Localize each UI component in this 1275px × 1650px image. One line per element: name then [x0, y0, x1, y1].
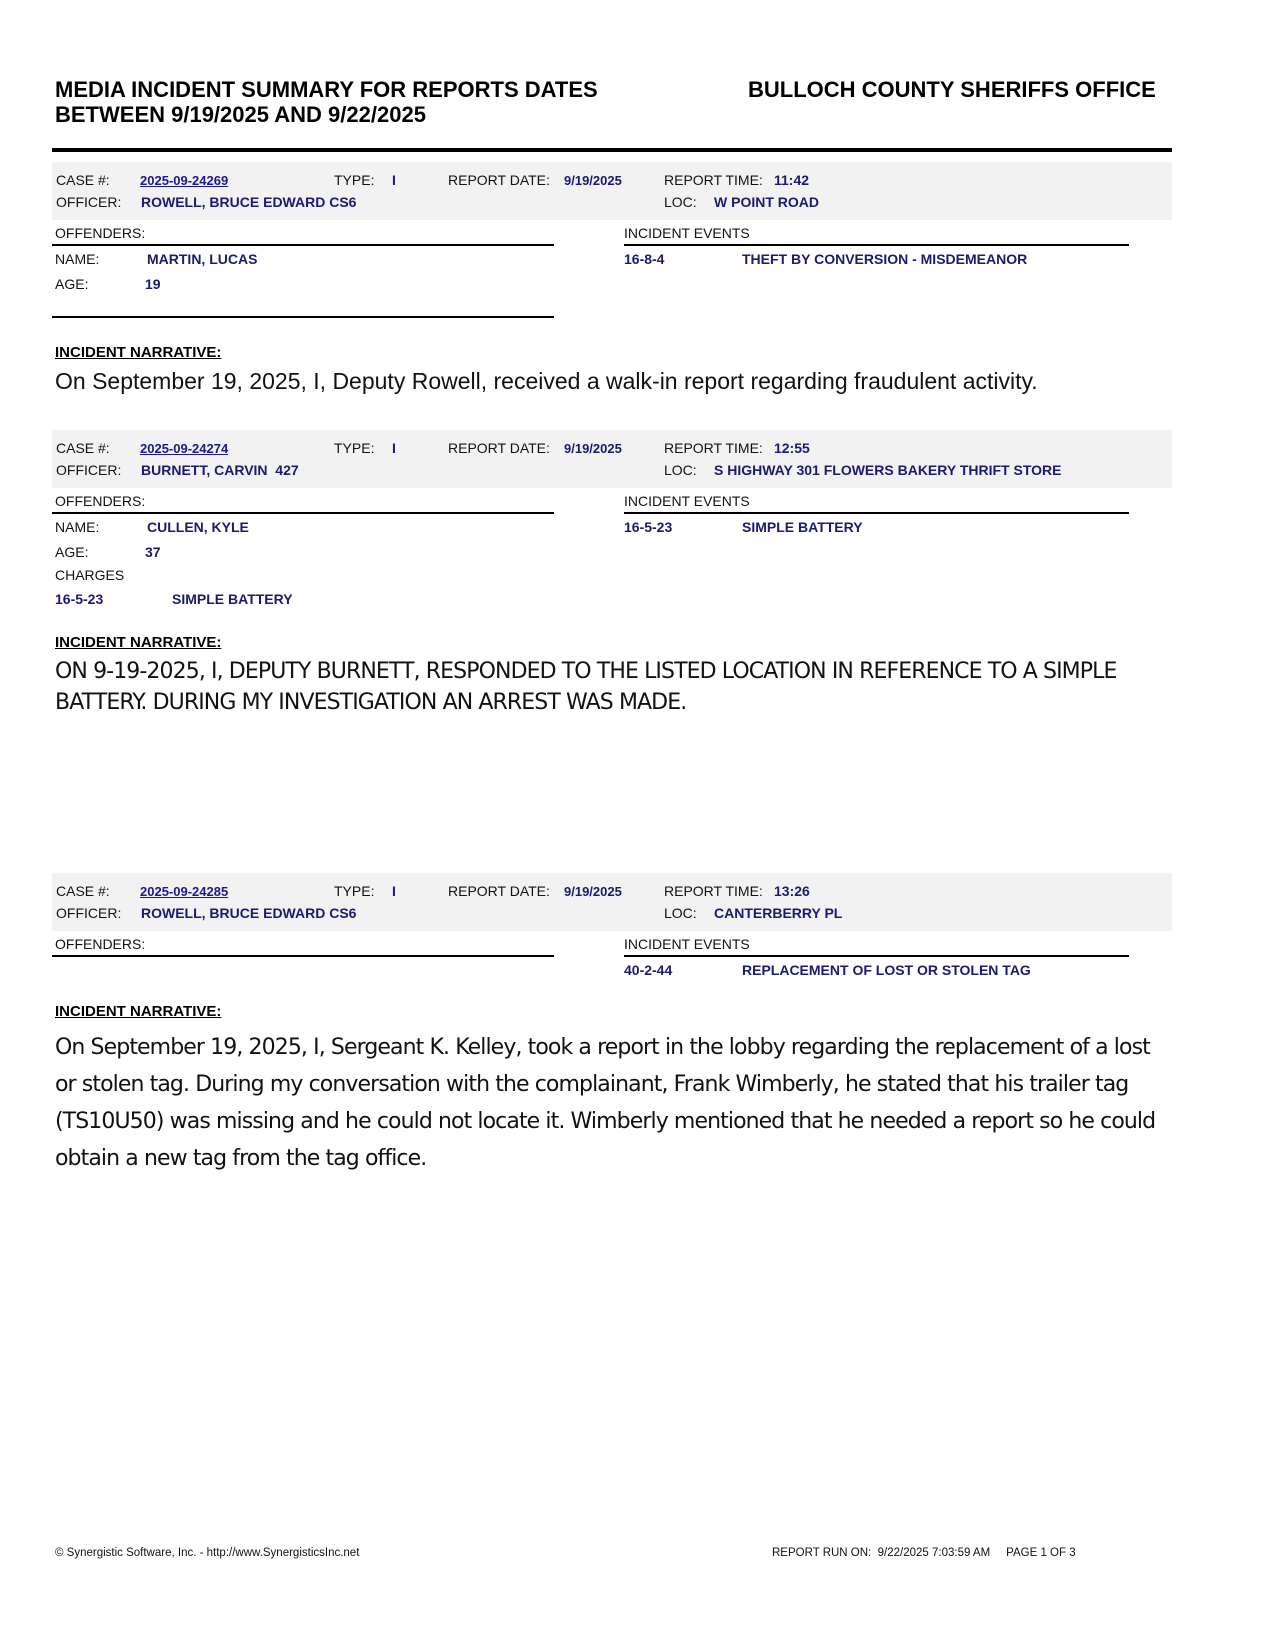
type-label: TYPE: — [334, 172, 375, 188]
offenders-label: OFFENDERS: — [55, 493, 146, 509]
type-value: I — [392, 440, 396, 456]
offenders-label: OFFENDERS: — [55, 936, 146, 952]
footer-run-info: REPORT RUN ON: 9/22/2025 7:03:59 AM PAGE 1 OF 3 — [772, 1547, 1076, 1559]
events-rule — [624, 955, 1129, 957]
report-date-label: REPORT DATE: — [448, 172, 550, 188]
officer-value: ROWELL, BRUCE EDWARD CS6 — [141, 905, 357, 921]
officer-label: OFFICER: — [56, 462, 122, 478]
report-time-value: 11:42 — [774, 172, 810, 188]
event-description: REPLACEMENT OF LOST OR STOLEN TAG — [742, 962, 1031, 978]
event-code: 16-5-23 — [624, 519, 673, 535]
report-title: MEDIA INCIDENT SUMMARY FOR REPORTS DATES BETWEEN 9/19/2025 AND 9/22/2025 — [55, 77, 598, 127]
offenders-rule — [52, 244, 554, 246]
type-value: I — [392, 883, 396, 899]
event-code: 40-2-44 — [624, 962, 673, 978]
loc-value: CANTERBERRY PL — [714, 905, 843, 921]
report-date-label: REPORT DATE: — [448, 440, 550, 456]
case-block — [52, 873, 1172, 978]
incident-events-label: INCIDENT EVENTS — [624, 493, 750, 509]
events-rule — [624, 244, 1129, 246]
event-code: 16-8-4 — [624, 251, 665, 267]
type-value: I — [392, 172, 396, 188]
narrative-text: On September 19, 2025, I, Sergeant K. Kelley, took a report in the lobby regarding the replacement of a lost or stolen tag. During my conversation with the complainant, Frank Wimberly, he stated that his trailer tag (TS10U50) was missing and he could not locate it. Wimberly mentioned that he needed a report so he could obtain a new tag from the tag office. — [55, 1035, 1156, 1171]
incident-events-label: INCIDENT EVENTS — [624, 936, 750, 952]
narrative-text: On September 19, 2025, I, Deputy Rowell, received a walk-in report regarding fraudulent activity. — [55, 368, 1038, 394]
narrative-label: INCIDENT NARRATIVE: — [55, 1003, 222, 1020]
charge-code: 16-5-23 — [55, 591, 104, 607]
name-label: NAME: — [55, 519, 100, 535]
name-label: NAME: — [55, 251, 100, 267]
offenders-label: OFFENDERS: — [55, 225, 146, 241]
age-label: AGE: — [55, 276, 89, 292]
incident-events-label: INCIDENT EVENTS — [624, 225, 750, 241]
case-header-band — [52, 430, 1172, 488]
loc-label: LOC: — [664, 462, 697, 478]
agency-name: BULLOCH COUNTY SHERIFFS OFFICE — [748, 77, 1156, 102]
officer-value: ROWELL, BRUCE EDWARD CS6 — [141, 194, 357, 210]
narrative-label: INCIDENT NARRATIVE: — [55, 344, 222, 361]
offender-age: 19 — [145, 276, 161, 292]
loc-label: LOC: — [664, 194, 697, 210]
offenders-bottom-rule — [52, 316, 554, 318]
case-number-link[interactable]: 2025-09-24285 — [140, 884, 229, 899]
offenders-rule — [52, 512, 554, 514]
loc-value: W POINT ROAD — [714, 194, 819, 210]
event-description: SIMPLE BATTERY — [742, 519, 863, 535]
offender-age: 37 — [145, 544, 161, 560]
officer-value: BURNETT, CARVIN 427 — [141, 462, 299, 478]
case-block — [52, 430, 1172, 607]
report-time-label: REPORT TIME: — [664, 883, 763, 899]
narrative-label: INCIDENT NARRATIVE: — [55, 634, 222, 651]
loc-label: LOC: — [664, 905, 697, 921]
charge-description: SIMPLE BATTERY — [172, 591, 293, 607]
footer-copyright: © Synergistic Software, Inc. - http://www.SynergisticsInc.net — [55, 1547, 360, 1559]
report-date-value: 9/19/2025 — [564, 441, 622, 456]
case-label: CASE #: — [56, 172, 110, 188]
case-number-link[interactable]: 2025-09-24274 — [140, 441, 229, 456]
report-date-label: REPORT DATE: — [448, 883, 550, 899]
charges-label: CHARGES — [55, 567, 125, 583]
case-label: CASE #: — [56, 440, 110, 456]
case-label: CASE #: — [56, 883, 110, 899]
report-time-value: 12:55 — [774, 440, 810, 456]
type-label: TYPE: — [334, 440, 375, 456]
loc-value: S HIGHWAY 301 FLOWERS BAKERY THRIFT STORE — [714, 462, 1062, 478]
case-header-band — [52, 162, 1172, 220]
offender-name: MARTIN, LUCAS — [147, 251, 258, 267]
type-label: TYPE: — [334, 883, 375, 899]
events-rule — [624, 512, 1129, 514]
event-description: THEFT BY CONVERSION - MISDEMEANOR — [742, 251, 1028, 267]
age-label: AGE: — [55, 544, 89, 560]
narrative-text: ON 9-19-2025, I, DEPUTY BURNETT, RESPONDED TO THE LISTED LOCATION IN REFERENCE TO A SIMPLE BATTERY. DURING MY INVESTIGATION AN ARREST WAS MADE. — [55, 659, 1117, 715]
header-divider — [52, 148, 1172, 152]
offender-name: CULLEN, KYLE — [147, 519, 249, 535]
report-time-label: REPORT TIME: — [664, 172, 763, 188]
report-time-label: REPORT TIME: — [664, 440, 763, 456]
officer-label: OFFICER: — [56, 194, 122, 210]
case-block — [52, 162, 1172, 292]
report-date-value: 9/19/2025 — [564, 173, 622, 188]
report-time-value: 13:26 — [774, 883, 810, 899]
offenders-rule — [52, 955, 554, 957]
case-header-band — [52, 873, 1172, 931]
report-date-value: 9/19/2025 — [564, 884, 622, 899]
officer-label: OFFICER: — [56, 905, 122, 921]
case-number-link[interactable]: 2025-09-24269 — [140, 173, 229, 188]
